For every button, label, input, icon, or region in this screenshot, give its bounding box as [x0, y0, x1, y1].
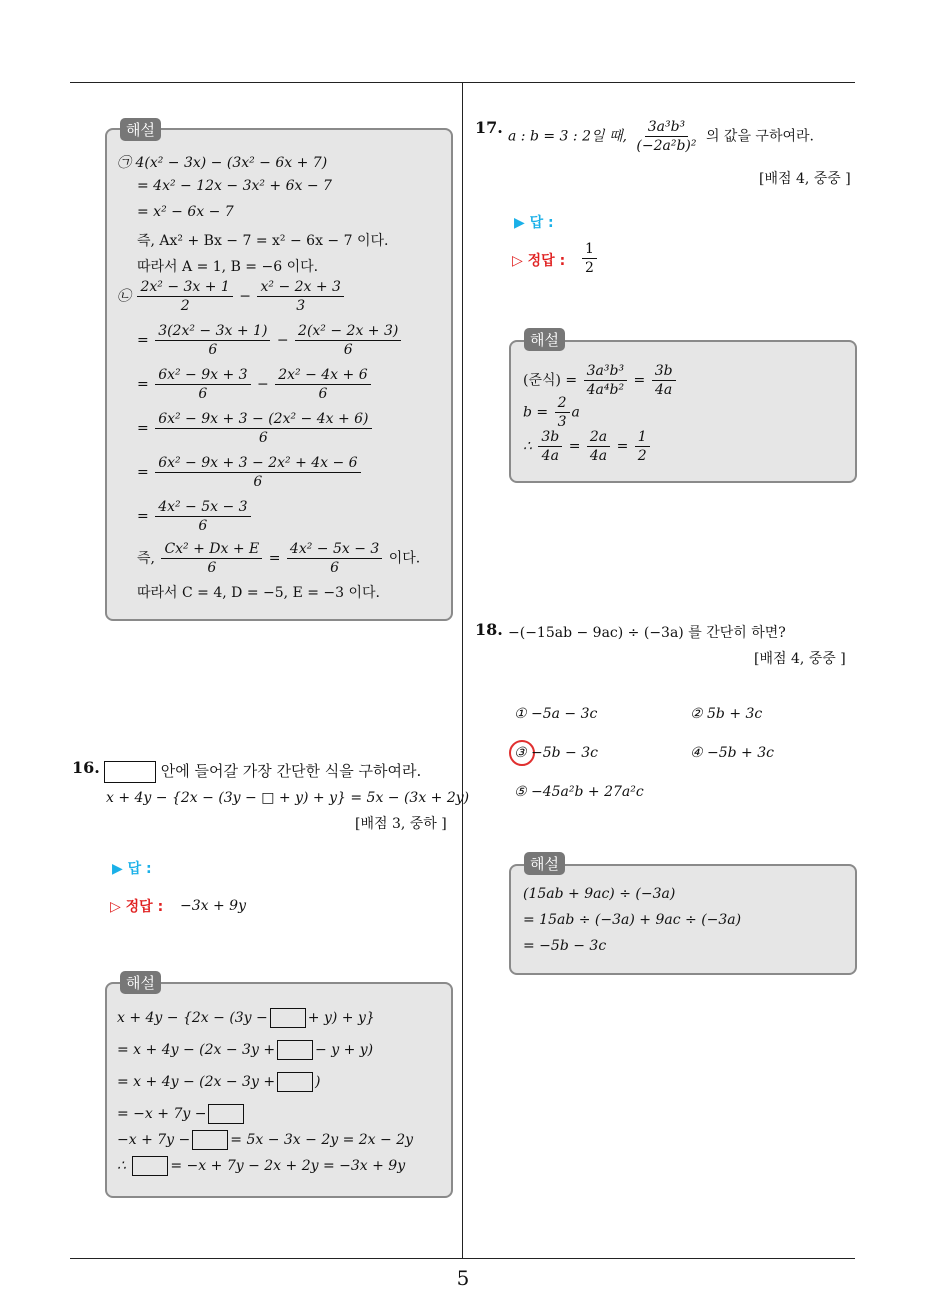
question-number: 17.	[475, 118, 503, 137]
page-number: 5	[456, 1266, 470, 1290]
sol-line: ㉠ 4(x² − 3x) − (3x² − 6x + 7)	[117, 155, 328, 171]
question-prompt: a : b = 3 : 2일 때, $\frac{\text{3a³b³}}{\text{(−2a²b)²}}$ 의 값을 구하여라.	[508, 119, 814, 154]
sol-line: = x² − 6x − 7	[137, 204, 234, 220]
sol-line: ㉡ $\frac{\text{2x² − 3x + 1}}{2}$ − $\frac{\text{x² − 2x + 3}}{3}$	[117, 278, 346, 315]
explanation-tag: 해설	[120, 971, 161, 994]
explanation-tag: 해설	[120, 118, 161, 141]
solution-box-q18	[509, 864, 857, 975]
fraction: $\frac{1}{2}$	[582, 240, 597, 277]
answer-blank	[132, 1156, 168, 1176]
fraction: $\frac{\text{4x² − 5x − 3}}{6}$	[287, 540, 382, 577]
sol-line: = $\frac{\text{4x² − 5x − 3}}{6}$	[137, 498, 253, 535]
fraction: $\frac{\text{3a³b³}}{\text{4a⁴b²}}$	[584, 362, 627, 399]
sol-line: = −5b − 3c	[523, 938, 607, 954]
score-label: [배점 4, 중중 ]	[754, 651, 846, 667]
correct-answer: −3x + 9y	[180, 898, 246, 914]
sol-line: (준식) = $\frac{\text{3a³b³}}{\text{4a⁴b²}}$ = $\frac{3b}{4a}$	[523, 362, 678, 399]
fraction: $\frac{2}{3}$	[555, 394, 570, 431]
bottom-rule	[70, 1258, 855, 1259]
sol-line: ∴ $\frac{3b}{4a}$ = $\frac{2a}{4a}$ = $\frac{1}{2}$	[523, 428, 652, 465]
question-expression: x + 4y − {2x − (3y − □ + y) + y} = 5x − (3x + 2y)	[106, 790, 470, 806]
sol-line: ∴ = −x + 7y − 2x + 2y = −3x + 9y	[117, 1158, 406, 1174]
column-divider	[462, 83, 463, 1258]
sol-line: 따라서 C = 4, D = −5, E = −3 이다.	[137, 585, 381, 601]
circled-label: ㉡	[117, 288, 131, 305]
answer-blank	[270, 1008, 306, 1028]
sol-line: = −x + 7y −	[117, 1104, 246, 1124]
sol-line: = x + 4y − (2x − 3y + − y + y)	[117, 1042, 374, 1058]
explanation-tag: 해설	[524, 328, 565, 351]
solution-box-q17	[509, 340, 857, 483]
answer-blank	[208, 1104, 244, 1124]
answer-label: ▶ 답 :	[514, 215, 554, 231]
sol-line: x + 4y − {2x − (3y − + y) + y}	[117, 1010, 375, 1026]
choice-1[interactable]: ① −5a − 3c	[514, 706, 598, 722]
fraction: $\frac{1}{2}$	[635, 428, 650, 465]
sol-line: b = $\frac{2}{3}$ a	[523, 395, 580, 430]
sol-line: = x + 4y − (2x − 3y + )	[117, 1074, 321, 1090]
correct-answer-label: ▷ 정답 :	[110, 899, 164, 915]
fraction: $\frac{\text{2(x² − 2x + 3)}}{6}$	[295, 322, 401, 359]
sol-line: = $\frac{\text{6x² − 9x + 3 − (2x² − 4x + 6)}}{6}$	[137, 410, 374, 447]
fraction: $\frac{\text{3(2x² − 3x + 1)}}{6}$	[155, 322, 270, 359]
question-prompt: 안에 들어갈 가장 간단한 식을 구하여라.	[104, 760, 421, 783]
answer-blank	[277, 1072, 313, 1092]
answer-blank	[192, 1130, 228, 1150]
sol-line: = 4x² − 12x − 3x² + 6x − 7	[137, 178, 332, 194]
score-label: [배점 4, 중중 ]	[759, 171, 851, 187]
choice-3[interactable]: ③ −5b − 3c	[514, 745, 598, 761]
sol-line: = $\frac{\text{6x² − 9x + 3}}{6}$ − $\frac{\text{2x² − 4x + 6}}{6}$	[137, 366, 373, 403]
fraction: $\frac{\text{6x² − 9x + 3 − (2x² − 4x + 6)}}{6}$	[155, 410, 371, 447]
sol-line: 즉, Ax² + Bx − 7 = x² − 6x − 7 이다.	[137, 233, 389, 249]
question-number: 18.	[475, 620, 503, 639]
fraction: $\frac{\text{6x² − 9x + 3 − 2x² + 4x − 6}}{6}$	[155, 454, 360, 491]
sol-line: = $\frac{\text{3(2x² − 3x + 1)}}{6}$ − $\frac{\text{2(x² − 2x + 3)}}{6}$	[137, 322, 403, 359]
fraction: $\frac{\text{3a³b³}}{\text{(−2a²b)²}}$	[636, 119, 697, 154]
sol-line: −x + 7y − = 5x − 3x − 2y = 2x − 2y	[117, 1132, 414, 1148]
answer-blank	[104, 761, 156, 783]
answer-blank	[277, 1040, 313, 1060]
fraction: $\frac{\text{2x² − 3x + 1}}{2}$	[137, 278, 232, 315]
sol-line: (15ab + 9ac) ÷ (−3a)	[523, 886, 676, 902]
score-label: [배점 3, 중하 ]	[355, 816, 447, 832]
solution-box-q15	[105, 128, 453, 621]
fraction: $\frac{\text{6x² − 9x + 3}}{6}$	[155, 366, 250, 403]
fraction: $\frac{2a}{4a}$	[587, 428, 610, 465]
question-prompt: −(−15ab − 9ac) ÷ (−3a) 를 간단히 하면?	[508, 625, 786, 641]
correct-answer	[580, 240, 599, 277]
question-number: 16.	[72, 758, 100, 777]
choice-5[interactable]: ⑤ −45a²b + 27a²c	[514, 784, 644, 800]
fraction: $\frac{\text{2x² − 4x + 6}}{6}$	[275, 366, 370, 403]
fraction: $\frac{\text{x² − 2x + 3}}{3}$	[257, 278, 343, 315]
choice-2[interactable]: ② 5b + 3c	[690, 706, 763, 722]
explanation-tag: 해설	[524, 852, 565, 875]
fraction: $\frac{3b}{4a}$	[538, 428, 562, 465]
correct-answer-label: ▷ 정답 :	[512, 253, 566, 269]
choice-4[interactable]: ④ −5b + 3c	[690, 745, 774, 761]
solution-box-q16	[105, 982, 453, 1198]
sol-line: 즉, $\frac{\text{Cx² + Dx + E}}{6}$ = $\frac{\text{4x² − 5x − 3}}{6}$ 이다.	[137, 541, 421, 576]
sol-line: = $\frac{\text{6x² − 9x + 3 − 2x² + 4x − 6}}{6}$	[137, 454, 363, 491]
fraction: $\frac{3b}{4a}$	[652, 362, 676, 399]
fraction: $\frac{\text{Cx² + Dx + E}}{6}$	[161, 540, 262, 577]
answer-label: ▶ 답 :	[112, 861, 152, 877]
sol-line: 따라서 A = 1, B = −6 이다.	[137, 259, 319, 275]
fraction: $\frac{\text{4x² − 5x − 3}}{6}$	[155, 498, 250, 535]
sol-line: = 15ab ÷ (−3a) + 9ac ÷ (−3a)	[523, 912, 742, 928]
